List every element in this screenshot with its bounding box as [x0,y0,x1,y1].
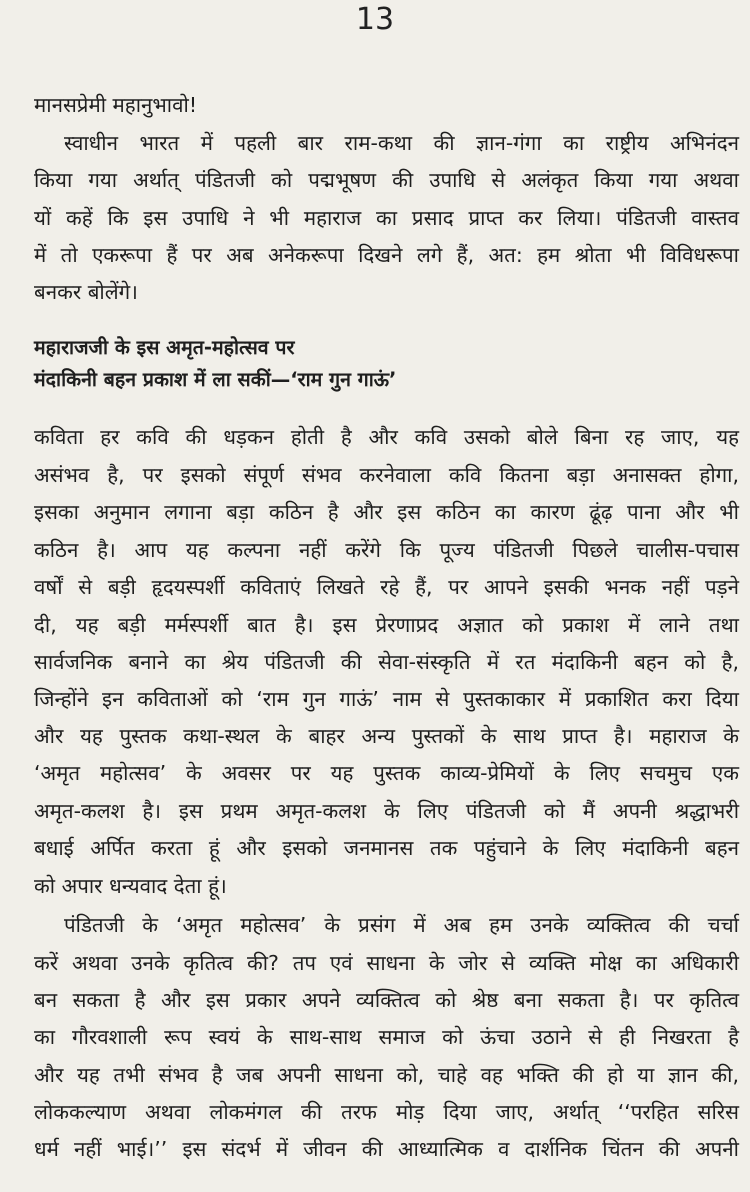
para2-line: और यह पुस्तक कथा-स्थल के बाहर अन्य पुस्तकों के साथ प्राप्त है। महाराज के [34,724,739,748]
para2-line: बधाई अर्पित करता हूं और इसको जनमानस तक पहुंचाने के लिए मंदाकिनी बहन [34,836,739,860]
para1-line: में तो एकरूपा हैं पर अब अनेकरूपा दिखने लगे हैं, अत: हम श्रोता भी विविधरूपा [34,243,739,267]
para2-line: वर्षों से बड़ी हृदयस्पर्शी कविताएं लिखते रहे हैं, पर आपने इसकी भनक नहीं पड़ने [34,575,739,599]
para2-line: जिन्होंने इन कविताओं को ‘राम गुन गाऊं’ नाम से पुस्तकाकार में प्रकाशित करा दिया [34,687,739,711]
para2-line: असंभव है, पर इसको संपूर्ण संभव करनेवाला कवि कितना बड़ा अनासक्त होगा, [34,463,739,487]
para1-line: किया गया अर्थात् पंडितजी को पद्मभूषण की उपाधि से अलंकृत किया गया अथवा [34,168,739,192]
section-heading: मंदाकिनी बहन प्रकाश में ला सकीं—‘राम गुन गाऊं’ [34,368,397,391]
salutation: मानसप्रेमी महानुभावो! [34,93,198,117]
para3-line: धर्म नहीं भाई।’’ इस संदर्भ में जीवन की आध्यात्मिक व दार्शनिक चिंतन की अपनी [34,1137,739,1161]
para3-line: और यह तभी संभव है जब अपनी साधना को, चाहे वह भक्ति की हो या ज्ञान की, [34,1063,739,1087]
para3-line: बन सकता है और इस प्रकार अपने व्यक्तित्व को श्रेष्ठ बना सकता है। पर कृतित्व [34,988,739,1012]
para3-line: करें अथवा उनके कृतित्व की? तप एवं साधना के जोर से व्यक्ति मोक्ष का अधिकारी [34,951,739,975]
para3-line: पंडितजी के ‘अमृत महोत्सव’ के प्रसंग में अब हम उनके व्यक्तित्व की चर्चा [64,913,739,937]
section-heading: महाराजजी के इस अमृत-महोत्सव पर [34,336,295,359]
para2-line: दी, यह बड़ी मर्मस्पर्शी बात है। इस प्रेरणाप्रद अज्ञात को प्रकाश में लाने तथा [34,613,739,637]
page-number: 13 [355,2,395,37]
para1-line: स्वाधीन भारत में पहली बार राम-कथा की ज्ञान-गंगा का राष्ट्रीय अभिनंदन [64,131,739,155]
para3-line: लोककल्याण अथवा लोकमंगल की तरफ मोड़ दिया जाए, अर्थात् ‘‘परहित सरिस [34,1100,739,1124]
para1-line: यों कहें कि इस उपाधि ने भी महाराज का प्रसाद प्राप्त कर लिया। पंडितजी वास्तव [34,206,739,230]
para2-line: इसका अनुमान लगाना बड़ा कठिन है और इस कठिन का कारण ढूंढ़ पाना और भी [34,500,739,524]
para3-line: का गौरवशाली रूप स्वयं के साथ-साथ समाज को ऊंचा उठाने से ही निखरता है [34,1025,739,1049]
para2-line: कविता हर कवि की धड़कन होती है और कवि उसको बोले बिना रह जाए, यह [34,425,739,449]
para2-line: ‘अमृत महोत्सव’ के अवसर पर यह पुस्तक काव्य-प्रेमियों के लिए सचमुच एक [34,761,739,785]
para2-line: को अपार धन्यवाद देता हूं। [34,874,227,898]
para2-line: सार्वजनिक बनाने का श्रेय पंडितजी की सेवा-संस्कृति में रत मंदाकिनी बहन को है, [34,650,739,674]
para2-line: अमृत-कलश है। इस प्रथम अमृत-कलश के लिए पंडितजी को मैं अपनी श्रद्धाभरी [34,799,739,823]
para2-line: कठिन है। आप यह कल्पना नहीं करेंगे कि पूज्य पंडितजी पिछले चालीस-पचास [34,538,739,562]
para1-line: बनकर बोलेंगे। [34,280,138,304]
